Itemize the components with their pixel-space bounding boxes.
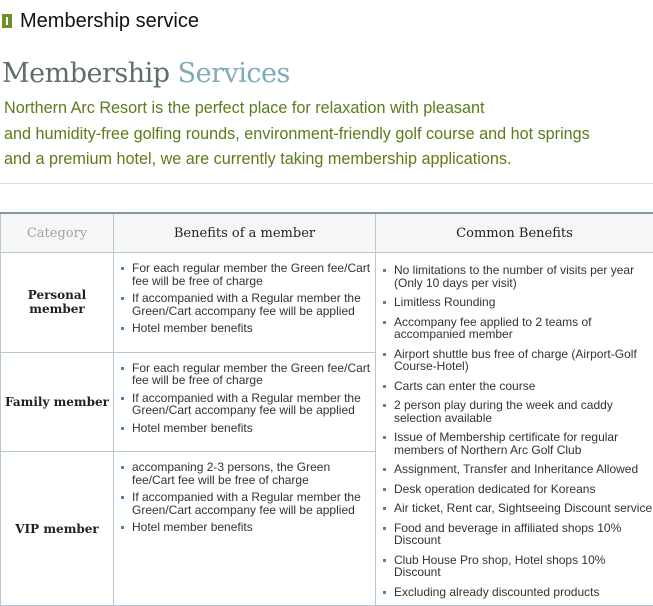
- table-header-row: [1, 213, 653, 253]
- title-marker-icon: [2, 14, 12, 28]
- header-common: Common Benefits: [376, 213, 653, 253]
- heading-part-2: Services: [178, 58, 290, 89]
- member-benefits-cell: [114, 452, 376, 606]
- list-item: Limitless Rounding: [376, 296, 653, 309]
- list-item: Club House Pro shop, Hotel shops 10% Discount: [376, 554, 653, 579]
- list-item: Food and beverage in affiliated shops 10% Discount: [376, 522, 653, 547]
- category-vip: VIP member: [1, 452, 114, 606]
- list-item: If accompanied with a Regular member the Green/Cart accompany fee will be applied: [114, 491, 375, 516]
- heading-part-1: Membership: [2, 58, 170, 89]
- list-item: Carts can enter the course: [376, 380, 653, 393]
- intro-line: and humidity-free golfing rounds, environment-friendly golf course and hot springs: [4, 122, 653, 148]
- category-family: Family member: [1, 352, 114, 452]
- benefits-table: [0, 212, 653, 606]
- list-item: Accompany fee applied to 2 teams of accompanied member: [376, 316, 653, 341]
- divider: [0, 183, 653, 184]
- list-item: If accompanied with a Regular member the Green/Cart accompany fee will be applied: [114, 292, 375, 317]
- list-item: Excluding already discounted products: [376, 586, 653, 599]
- list-item: Desk operation dedicated for Koreans: [376, 483, 653, 496]
- member-benefits-list: [114, 452, 375, 534]
- list-item: Hotel member benefits: [114, 521, 375, 534]
- list-item: Hotel member benefits: [114, 322, 375, 335]
- list-item: Assignment, Transfer and Inheritance Allowed: [376, 463, 653, 476]
- common-benefits-cell: [376, 253, 653, 606]
- member-benefits-list: [114, 353, 375, 435]
- page-heading: [2, 58, 290, 89]
- intro-line: and a premium hotel, we are currently taking membership applications.: [4, 147, 653, 173]
- list-item: accompaning 2-3 persons, the Green fee/Cart fee will be free of charge: [114, 461, 375, 486]
- list-item: Issue of Membership certificate for regular members of Northern Arc Golf Club: [376, 431, 653, 456]
- category-personal: Personal member: [1, 253, 114, 353]
- list-item: For each regular member the Green fee/Cart fee will be free of charge: [114, 262, 375, 287]
- list-item: If accompanied with a Regular member the Green/Cart accompany fee will be applied: [114, 392, 375, 417]
- member-benefits-cell: [114, 352, 376, 452]
- list-item: No limitations to the number of visits per year (Only 10 days per visit): [376, 264, 653, 289]
- list-item: Hotel member benefits: [114, 422, 375, 435]
- intro-line: Northern Arc Resort is the perfect place for relaxation with pleasant: [4, 96, 653, 122]
- common-benefits-list: [376, 253, 653, 598]
- intro-paragraph: [4, 96, 653, 173]
- member-benefits-list: [114, 253, 375, 335]
- header-category: Category: [1, 213, 114, 253]
- table-row: [1, 253, 653, 353]
- member-benefits-cell: [114, 253, 376, 353]
- header-benefits: Benefits of a member: [114, 213, 376, 253]
- section-title: [0, 9, 199, 33]
- section-title-text: Membership service: [20, 10, 199, 33]
- list-item: Airport shuttle bus free of charge (Airport-Golf Course-Hotel): [376, 348, 653, 373]
- list-item: 2 person play during the week and caddy selection available: [376, 399, 653, 424]
- list-item: For each regular member the Green fee/Cart fee will be free of charge: [114, 362, 375, 387]
- list-item: Air ticket, Rent car, Sightseeing Discount service: [376, 502, 653, 515]
